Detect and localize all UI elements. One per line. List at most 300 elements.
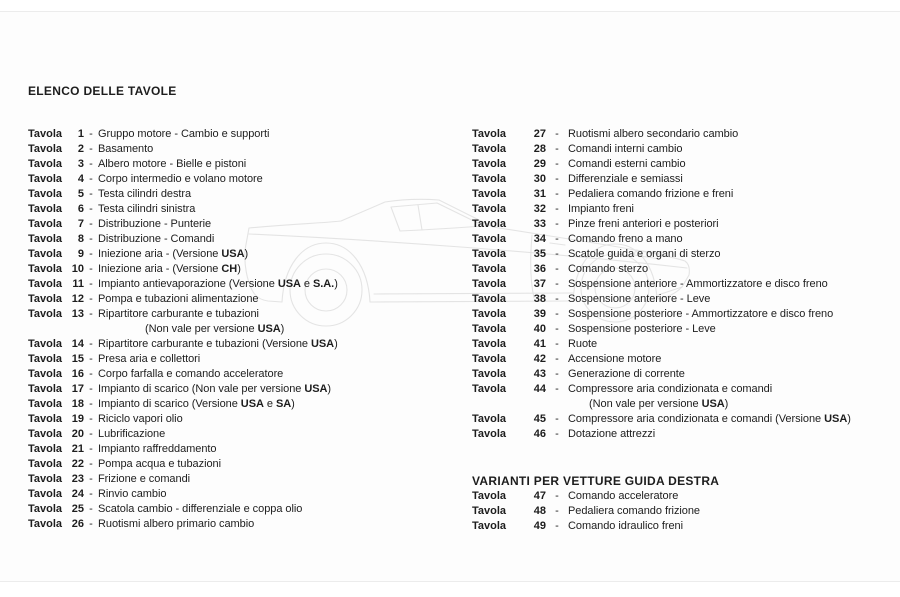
tavola-row	[472, 172, 896, 187]
description-text: Pedaliera comando frizione	[568, 505, 701, 517]
tavola-description	[98, 307, 259, 322]
dash-separator: -	[555, 233, 559, 245]
tavola-description	[98, 472, 190, 487]
description-text: Ruotismi albero primario cambio	[98, 518, 255, 530]
description-text: Testa cilindri destra	[98, 188, 192, 200]
description-text: Impianto antievaporazione (Versione	[98, 278, 278, 290]
tavola-number: 36	[533, 263, 546, 275]
description-text: USA	[304, 383, 328, 395]
tavola-list-right	[472, 127, 896, 534]
dash-separator: -	[555, 490, 559, 502]
description-text: Sospensione anteriore - Leve	[568, 293, 711, 305]
description-text: Compressore aria condizionata e comandi (Versione	[568, 413, 825, 425]
tavola-number: 48	[533, 505, 546, 517]
description-text: Comando acceleratore	[568, 490, 679, 502]
dash-separator: -	[89, 458, 93, 470]
tavola-label: Tavola	[472, 173, 507, 185]
dash-separator: -	[555, 248, 559, 260]
tavola-label: Tavola	[472, 308, 507, 320]
tavola-row	[28, 472, 464, 487]
tavola-label: Tavola	[472, 278, 507, 290]
tavola-number: 37	[533, 278, 546, 290]
dash-separator: -	[555, 383, 559, 395]
tavola-description	[98, 277, 338, 292]
description-text: Albero motore - Bielle e pistoni	[98, 158, 247, 170]
description-text: Generazione di corrente	[568, 368, 685, 380]
tavola-description	[98, 172, 263, 187]
tavola-description	[98, 517, 254, 532]
dash-separator: -	[89, 473, 93, 485]
tavola-label: Tavola	[472, 368, 507, 380]
description-text: Impianto raffreddamento	[98, 443, 217, 455]
description-text: Comando idraulico freni	[568, 520, 684, 532]
tavola-description	[98, 457, 221, 472]
description-text: )	[334, 278, 338, 290]
dash-separator: -	[555, 278, 559, 290]
dash-separator: -	[555, 158, 559, 170]
dash-separator: -	[555, 520, 559, 532]
dash-separator: -	[89, 503, 93, 515]
description-text: Dotazione attrezzi	[568, 428, 656, 440]
description-text: USA	[701, 398, 725, 410]
tavola-label: Tavola	[472, 428, 507, 440]
description-text: Differenziale e semiassi	[568, 173, 683, 185]
description-text: USA	[257, 323, 281, 335]
dash-separator: -	[89, 248, 93, 260]
tavola-description	[98, 487, 166, 502]
description-text: (Non vale per versione	[589, 398, 702, 410]
tavola-description	[98, 397, 295, 412]
tavola-description	[568, 367, 685, 382]
tavola-row	[28, 457, 464, 472]
description-text: Iniezione aria - (Versione	[98, 263, 222, 275]
tavola-row	[28, 442, 464, 457]
tavola-row	[28, 367, 464, 382]
tavola-number: 9	[77, 248, 84, 260]
dash-separator: -	[89, 413, 93, 425]
description-text: Comando sterzo	[568, 263, 649, 275]
tavola-description	[98, 217, 211, 232]
dash-separator: -	[555, 173, 559, 185]
tavola-label: Tavola	[472, 263, 507, 275]
tavola-row	[28, 247, 464, 262]
description-text: Corpo intermedio e volano motore	[98, 173, 263, 185]
description-text: (Non vale per versione	[145, 323, 258, 335]
dash-separator: -	[555, 293, 559, 305]
tavola-label: Tavola	[28, 458, 63, 470]
description-text: )	[280, 323, 285, 335]
dash-separator: -	[89, 368, 93, 380]
tavola-description	[568, 322, 716, 337]
tavola-description	[568, 172, 683, 187]
tavola-label: Tavola	[472, 413, 507, 425]
dash-separator: -	[89, 308, 93, 320]
description-text: Riciclo vapori olio	[98, 413, 183, 425]
description-text: Rinvio cambio	[98, 488, 167, 500]
tavola-number: 44	[533, 383, 546, 395]
description-text: Impianto di scarico (Versione	[98, 398, 241, 410]
tavola-row	[472, 427, 896, 442]
description-text: Frizione e comandi	[98, 473, 191, 485]
tavola-number: 33	[533, 218, 546, 230]
dash-separator: -	[89, 338, 93, 350]
tavola-label: Tavola	[28, 338, 63, 350]
tavola-label: Tavola	[28, 263, 63, 275]
dash-separator: -	[555, 218, 559, 230]
tavola-number: 4	[77, 173, 84, 185]
tavola-description	[568, 504, 700, 519]
tavola-label: Tavola	[28, 143, 63, 155]
description-text: )	[724, 398, 729, 410]
description-text: Accensione motore	[568, 353, 662, 365]
tavola-number: 14	[71, 338, 84, 350]
tavola-number: 23	[71, 473, 84, 485]
dash-separator: -	[89, 443, 93, 455]
description-text: Impianto di scarico (Non vale per versione	[98, 383, 305, 395]
tavola-description	[568, 307, 833, 322]
tavola-row	[472, 187, 896, 202]
tavola-label: Tavola	[28, 488, 63, 500]
dash-separator: -	[89, 188, 93, 200]
tavola-description	[98, 382, 331, 397]
tavola-number: 11	[72, 278, 84, 290]
tavola-note-row	[28, 322, 464, 337]
tavola-label: Tavola	[472, 143, 507, 155]
tavola-row	[472, 142, 896, 157]
description-text: Presa aria e collettori	[98, 353, 201, 365]
description-text: Ruote	[568, 338, 598, 350]
dash-separator: -	[555, 428, 559, 440]
description-text: Distribuzione - Comandi	[98, 233, 215, 245]
tavola-description	[568, 489, 678, 504]
tavola-row	[472, 322, 896, 337]
tavola-row	[472, 127, 896, 142]
tavola-description	[98, 412, 183, 427]
tavola-row	[472, 247, 896, 262]
tavola-label: Tavola	[28, 443, 63, 455]
dash-separator: -	[555, 188, 559, 200]
tavola-description	[568, 277, 828, 292]
tavola-row	[28, 307, 464, 322]
description-text: )	[327, 383, 332, 395]
dash-separator: -	[555, 143, 559, 155]
tavola-description	[98, 202, 195, 217]
description-text: SA	[275, 398, 292, 410]
tavola-label: Tavola	[28, 278, 63, 290]
tavola-list-right-variants	[472, 489, 896, 534]
tavola-label: Tavola	[472, 128, 507, 140]
tavola-description	[568, 382, 772, 397]
tavola-label: Tavola	[472, 353, 507, 365]
tavola-number: 18	[71, 398, 84, 410]
dash-separator: -	[89, 518, 93, 530]
tavola-label: Tavola	[28, 503, 63, 515]
tavola-description	[98, 232, 214, 247]
dash-separator: -	[555, 413, 559, 425]
tavola-label: Tavola	[28, 353, 63, 365]
tavola-description	[98, 352, 200, 367]
tavola-description	[98, 187, 191, 202]
tavola-row	[28, 127, 464, 142]
description-text: e	[300, 278, 313, 290]
tavola-row	[472, 157, 896, 172]
tavola-number: 22	[71, 458, 84, 470]
description-text: S.A.	[313, 278, 335, 290]
tavola-number: 20	[71, 428, 84, 440]
tavola-number: 38	[533, 293, 546, 305]
description-text: CH	[221, 263, 238, 275]
tavola-note-row	[472, 397, 896, 412]
tavola-row	[472, 367, 896, 382]
tavola-number: 13	[71, 308, 84, 320]
description-text: Ripartitore carburante e tubazioni (Versione	[98, 338, 311, 350]
tavola-number: 29	[533, 158, 546, 170]
description-text: USA	[824, 413, 848, 425]
description-text: Pompa e tubazioni alimentazione	[98, 293, 259, 305]
tavola-number: 47	[533, 490, 546, 502]
description-text: )	[237, 263, 241, 275]
tavola-label: Tavola	[28, 428, 63, 440]
tavola-number: 15	[71, 353, 84, 365]
tavola-label: Tavola	[472, 520, 507, 532]
tavola-list-left	[28, 127, 464, 532]
dash-separator: -	[89, 428, 93, 440]
tavola-list-right-main	[472, 127, 896, 442]
tavola-row	[28, 142, 464, 157]
tavola-label: Tavola	[28, 383, 63, 395]
tavola-row	[28, 292, 464, 307]
tavola-description	[98, 247, 248, 262]
tavola-label: Tavola	[28, 413, 63, 425]
tavola-number: 2	[77, 143, 84, 155]
tavola-description	[568, 519, 683, 534]
tavola-label: Tavola	[472, 158, 507, 170]
tavola-number: 6	[77, 203, 84, 215]
tavola-label: Tavola	[28, 188, 63, 200]
tavola-label: Tavola	[472, 233, 507, 245]
tavola-description	[98, 292, 259, 307]
description-text: )	[847, 413, 851, 425]
description-text: USA	[310, 338, 335, 350]
tavola-description	[98, 502, 302, 517]
tavola-row	[472, 262, 896, 277]
tavola-description	[98, 427, 165, 442]
tavola-row	[28, 517, 464, 532]
tavola-row	[472, 519, 896, 534]
tavola-description	[568, 142, 682, 157]
dash-separator: -	[89, 293, 93, 305]
tavola-label: Tavola	[472, 490, 507, 502]
description-text: e	[263, 398, 276, 410]
tavola-number: 24	[71, 488, 84, 500]
tavola-description	[98, 142, 153, 157]
dash-separator: -	[89, 158, 93, 170]
tavola-number: 3	[77, 158, 84, 170]
description-text: )	[291, 398, 295, 410]
tavola-label: Tavola	[472, 293, 507, 305]
tavola-row	[28, 217, 464, 232]
tavola-row	[472, 277, 896, 292]
dash-separator: -	[555, 505, 559, 517]
tavola-description	[568, 262, 648, 277]
tavola-label: Tavola	[472, 505, 507, 517]
tavola-row	[28, 427, 464, 442]
tavola-row	[28, 187, 464, 202]
description-text: Pedaliera comando frizione e freni	[568, 188, 734, 200]
tavola-row	[472, 337, 896, 352]
description-text: Pinze freni anteriori e posteriori	[568, 218, 719, 230]
description-text: USA	[240, 398, 264, 410]
tavola-label: Tavola	[28, 128, 63, 140]
description-text: Ripartitore carburante e tubazioni	[98, 308, 259, 320]
tavola-row	[28, 157, 464, 172]
tavola-row	[28, 382, 464, 397]
tavola-number: 27	[533, 128, 546, 140]
tavola-label: Tavola	[472, 323, 507, 335]
tavola-description	[568, 217, 719, 232]
description-text: Scatola cambio - differenziale e coppa olio	[98, 503, 303, 515]
tavola-row	[28, 202, 464, 217]
tavola-number: 5	[77, 188, 84, 200]
description-text: Testa cilindri sinistra	[98, 203, 196, 215]
description-text: Compressore aria condizionata e comandi	[568, 383, 773, 395]
tavola-number: 43	[533, 368, 546, 380]
dash-separator: -	[555, 368, 559, 380]
dash-separator: -	[555, 203, 559, 215]
tavola-description	[98, 127, 269, 142]
description-text: Ruotismi albero secondario cambio	[568, 128, 739, 140]
tavola-description	[98, 367, 283, 382]
dash-separator: -	[555, 128, 559, 140]
description-text: Impianto freni	[568, 203, 634, 215]
tavola-number: 7	[77, 218, 84, 230]
dash-separator: -	[89, 203, 93, 215]
tavola-number: 10	[71, 263, 84, 275]
description-text: Sospensione posteriore - Ammortizzatore e disco freno	[568, 308, 834, 320]
tavola-number: 26	[71, 518, 84, 530]
tavola-description	[568, 232, 683, 247]
dash-separator: -	[555, 338, 559, 350]
dash-separator: -	[89, 383, 93, 395]
dash-separator: -	[555, 353, 559, 365]
tavola-label: Tavola	[28, 203, 63, 215]
tavola-label: Tavola	[472, 218, 507, 230]
description-text: Pompa acqua e tubazioni	[98, 458, 221, 470]
tavola-number: 8	[77, 233, 84, 245]
description-text: Corpo farfalla e comando acceleratore	[98, 368, 284, 380]
description-text: Comandi esterni cambio	[568, 158, 686, 170]
description-text: Comandi interni cambio	[568, 143, 683, 155]
tavola-row	[28, 487, 464, 502]
tavola-number: 35	[533, 248, 546, 260]
tavola-row	[472, 202, 896, 217]
tavola-number: 49	[533, 520, 546, 532]
tavola-number: 28	[533, 143, 546, 155]
tavola-row	[472, 217, 896, 232]
tavola-number: 45	[533, 413, 546, 425]
description-text: )	[334, 338, 338, 350]
dash-separator: -	[89, 218, 93, 230]
tavola-label: Tavola	[28, 248, 63, 260]
tavola-row	[28, 277, 464, 292]
tavola-description	[98, 337, 338, 352]
tavola-label: Tavola	[472, 338, 507, 350]
dash-separator: -	[89, 173, 93, 185]
tavola-description	[568, 202, 634, 217]
description-text: )	[244, 248, 249, 260]
tavola-number: 12	[71, 293, 84, 305]
tavola-label: Tavola	[28, 218, 63, 230]
description-text: Scatole guida e organi di sterzo	[568, 248, 721, 260]
dash-separator: -	[89, 353, 93, 365]
tavola-number: 46	[533, 428, 546, 440]
description-text: Sospensione anteriore - Ammortizzatore e disco freno	[568, 278, 828, 290]
tavola-description	[568, 187, 733, 202]
dash-separator: -	[89, 398, 93, 410]
dash-separator: -	[555, 323, 559, 335]
tavola-label: Tavola	[472, 383, 507, 395]
tavola-label: Tavola	[28, 173, 63, 185]
tavola-description	[568, 337, 597, 352]
tavola-description	[568, 427, 655, 442]
tavola-description	[98, 442, 217, 457]
tavola-label: Tavola	[472, 188, 507, 200]
tavola-description	[568, 412, 851, 427]
tavola-row	[472, 307, 896, 322]
dash-separator: -	[555, 308, 559, 320]
tavola-label: Tavola	[28, 368, 63, 380]
tavola-row	[472, 382, 896, 397]
tavola-row	[472, 504, 896, 519]
tavola-label: Tavola	[28, 473, 63, 485]
tavola-description	[98, 262, 241, 277]
page-title: ELENCO DELLE TAVOLE	[28, 84, 177, 98]
variants-subheading: VARIANTI PER VETTURE GUIDA DESTRA	[472, 474, 720, 488]
description-text: USA	[221, 248, 245, 260]
tavola-row	[28, 502, 464, 517]
description-text: Iniezione aria - (Versione	[98, 248, 222, 260]
tavola-label: Tavola	[28, 158, 63, 170]
tavola-label: Tavola	[28, 308, 63, 320]
tavola-row	[472, 232, 896, 247]
tavola-number: 19	[71, 413, 84, 425]
tavola-row	[28, 172, 464, 187]
tavola-label: Tavola	[28, 518, 63, 530]
tavola-note	[28, 322, 284, 337]
tavola-number: 16	[71, 368, 84, 380]
tavola-row	[28, 337, 464, 352]
tavola-description	[568, 292, 710, 307]
tavola-number: 30	[533, 173, 546, 185]
dash-separator: -	[89, 278, 93, 290]
tavola-number: 17	[71, 383, 84, 395]
tavola-row	[472, 412, 896, 427]
tavola-label: Tavola	[28, 293, 63, 305]
description-text: Distribuzione - Punterie	[98, 218, 212, 230]
tavola-number: 1	[77, 128, 84, 140]
tavola-number: 39	[533, 308, 546, 320]
dash-separator: -	[89, 263, 93, 275]
tavola-row	[28, 262, 464, 277]
tavola-row	[28, 232, 464, 247]
tavola-number: 42	[533, 353, 546, 365]
tavola-label: Tavola	[472, 248, 507, 260]
tavola-number: 25	[71, 503, 84, 515]
tavola-row	[28, 397, 464, 412]
tavola-number: 40	[533, 323, 546, 335]
dash-separator: -	[89, 488, 93, 500]
tavola-description	[568, 127, 738, 142]
